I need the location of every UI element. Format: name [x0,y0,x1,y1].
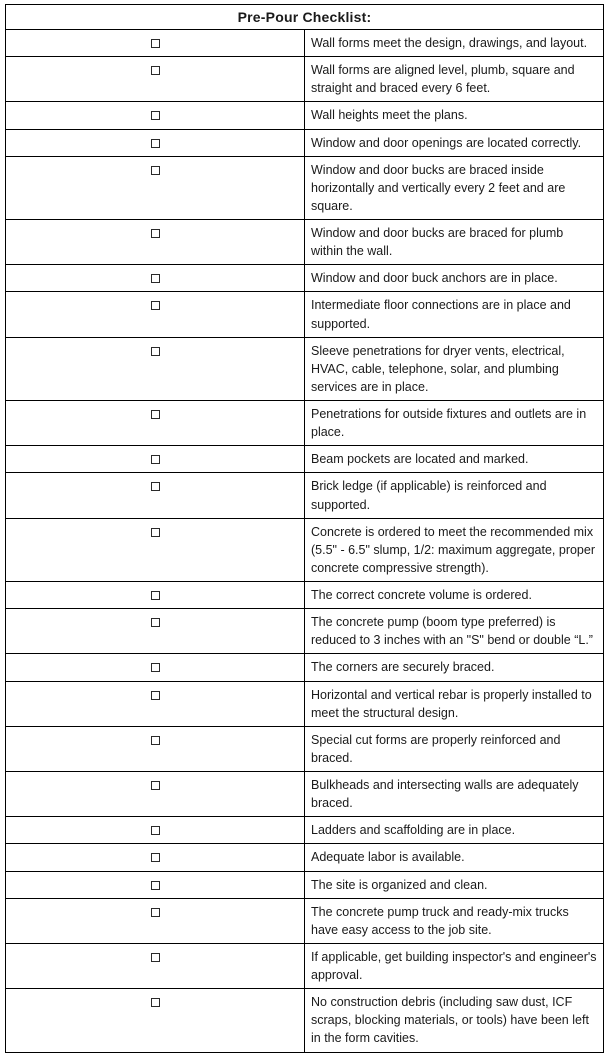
checkbox-icon[interactable] [151,663,160,672]
checklist-item-text: Sleeve penetrations for dryer vents, electrical, HVAC, cable, telephone, solar, and plumbing services are in place. [305,337,604,400]
checkbox-icon[interactable] [151,229,160,238]
checkbox-icon[interactable] [151,455,160,464]
checkbox-icon[interactable] [151,66,160,75]
checklist-row [6,401,604,446]
checkbox-cell [6,726,305,771]
checklist-row [6,337,604,400]
checklist-item-text: The correct concrete volume is ordered. [305,582,604,609]
checklist-item-text: The corners are securely braced. [305,654,604,681]
checklist-item-text: Window and door bucks are braced inside horizontally and vertically every 2 feet and are square. [305,156,604,219]
checklist-item-text: The concrete pump (boom type preferred) is reduced to 3 inches with an "S" bend or double “L.” [305,609,604,654]
checkbox-cell [6,609,305,654]
checkbox-cell [6,265,305,292]
checklist-row [6,446,604,473]
checkbox-icon[interactable] [151,781,160,790]
checklist-item-text: Window and door buck anchors are in place. [305,265,604,292]
checkbox-cell [6,57,305,102]
checkbox-cell [6,989,305,1052]
checklist-item-text: Penetrations for outside fixtures and outlets are in place. [305,401,604,446]
checklist-item-text: Beam pockets are located and marked. [305,446,604,473]
checkbox-icon[interactable] [151,139,160,148]
checklist-row [6,156,604,219]
checklist-item-text: Wall forms are aligned level, plumb, square and straight and braced every 6 feet. [305,57,604,102]
checkbox-cell [6,129,305,156]
checkbox-cell [6,337,305,400]
checklist-item-text: Concrete is ordered to meet the recommended mix (5.5" - 6.5" slump, 1/2: maximum aggregate, proper concrete compressive strength). [305,518,604,581]
checklist-row [6,518,604,581]
checkbox-cell [6,156,305,219]
pre-pour-checklist-table [5,4,604,1053]
checklist-item-text: Adequate labor is available. [305,844,604,871]
checkbox-cell [6,898,305,943]
checklist-title: Pre-Pour Checklist: [6,5,604,30]
checklist-item-text: Brick ledge (if applicable) is reinforced and supported. [305,473,604,518]
checkbox-cell [6,582,305,609]
checkbox-cell [6,772,305,817]
checkbox-icon[interactable] [151,953,160,962]
checkbox-cell [6,292,305,337]
checklist-row [6,681,604,726]
checklist-row [6,817,604,844]
checkbox-icon[interactable] [151,166,160,175]
checkbox-icon[interactable] [151,881,160,890]
checkbox-icon[interactable] [151,528,160,537]
checklist-row [6,57,604,102]
checkbox-cell [6,30,305,57]
checklist-body [6,30,604,1053]
checklist-row [6,844,604,871]
checklist-item-text: Window and door openings are located correctly. [305,129,604,156]
checklist-item-text: Horizontal and vertical rebar is properly installed to meet the structural design. [305,681,604,726]
checklist-row [6,582,604,609]
checklist-item-text: Window and door bucks are braced for plumb within the wall. [305,220,604,265]
checkbox-cell [6,401,305,446]
checklist-item-text: Wall heights meet the plans. [305,102,604,129]
checkbox-icon[interactable] [151,39,160,48]
checklist-row [6,102,604,129]
checklist-title-row [6,5,604,30]
checklist-row [6,609,604,654]
checklist-row [6,989,604,1052]
checkbox-icon[interactable] [151,111,160,120]
checklist-row [6,943,604,988]
checklist-item-text: Ladders and scaffolding are in place. [305,817,604,844]
checklist-row [6,129,604,156]
checkbox-cell [6,473,305,518]
checklist-row [6,220,604,265]
checkbox-cell [6,446,305,473]
checklist-item-text: Bulkheads and intersecting walls are adequately braced. [305,772,604,817]
checklist-row [6,772,604,817]
checklist-item-text: No construction debris (including saw dust, ICF scraps, blocking materials, or tools) have been left in the form cavities. [305,989,604,1052]
checklist-item-text: If applicable, get building inspector's and engineer's approval. [305,943,604,988]
checkbox-cell [6,681,305,726]
checklist-item-text: Wall forms meet the design, drawings, and layout. [305,30,604,57]
checkbox-icon[interactable] [151,691,160,700]
checklist-row [6,654,604,681]
checkbox-cell [6,654,305,681]
checklist-row [6,30,604,57]
checkbox-cell [6,871,305,898]
checkbox-icon[interactable] [151,853,160,862]
checklist-row [6,473,604,518]
checkbox-cell [6,102,305,129]
checkbox-icon[interactable] [151,274,160,283]
checkbox-cell [6,943,305,988]
checkbox-icon[interactable] [151,736,160,745]
checkbox-icon[interactable] [151,591,160,600]
checkbox-icon[interactable] [151,347,160,356]
checklist-row [6,265,604,292]
checkbox-icon[interactable] [151,301,160,310]
checkbox-icon[interactable] [151,410,160,419]
checklist-row [6,292,604,337]
checkbox-cell [6,518,305,581]
checklist-row [6,898,604,943]
checklist-row [6,726,604,771]
checkbox-cell [6,817,305,844]
checklist-row [6,871,604,898]
checkbox-cell [6,220,305,265]
checklist-item-text: Special cut forms are properly reinforced and braced. [305,726,604,771]
checklist-item-text: Intermediate floor connections are in place and supported. [305,292,604,337]
checkbox-icon[interactable] [151,998,160,1007]
checkbox-icon[interactable] [151,826,160,835]
checkbox-icon[interactable] [151,618,160,627]
checkbox-cell [6,844,305,871]
checklist-item-text: The site is organized and clean. [305,871,604,898]
checklist-item-text: The concrete pump truck and ready-mix trucks have easy access to the job site. [305,898,604,943]
checkbox-icon[interactable] [151,482,160,491]
checkbox-icon[interactable] [151,908,160,917]
